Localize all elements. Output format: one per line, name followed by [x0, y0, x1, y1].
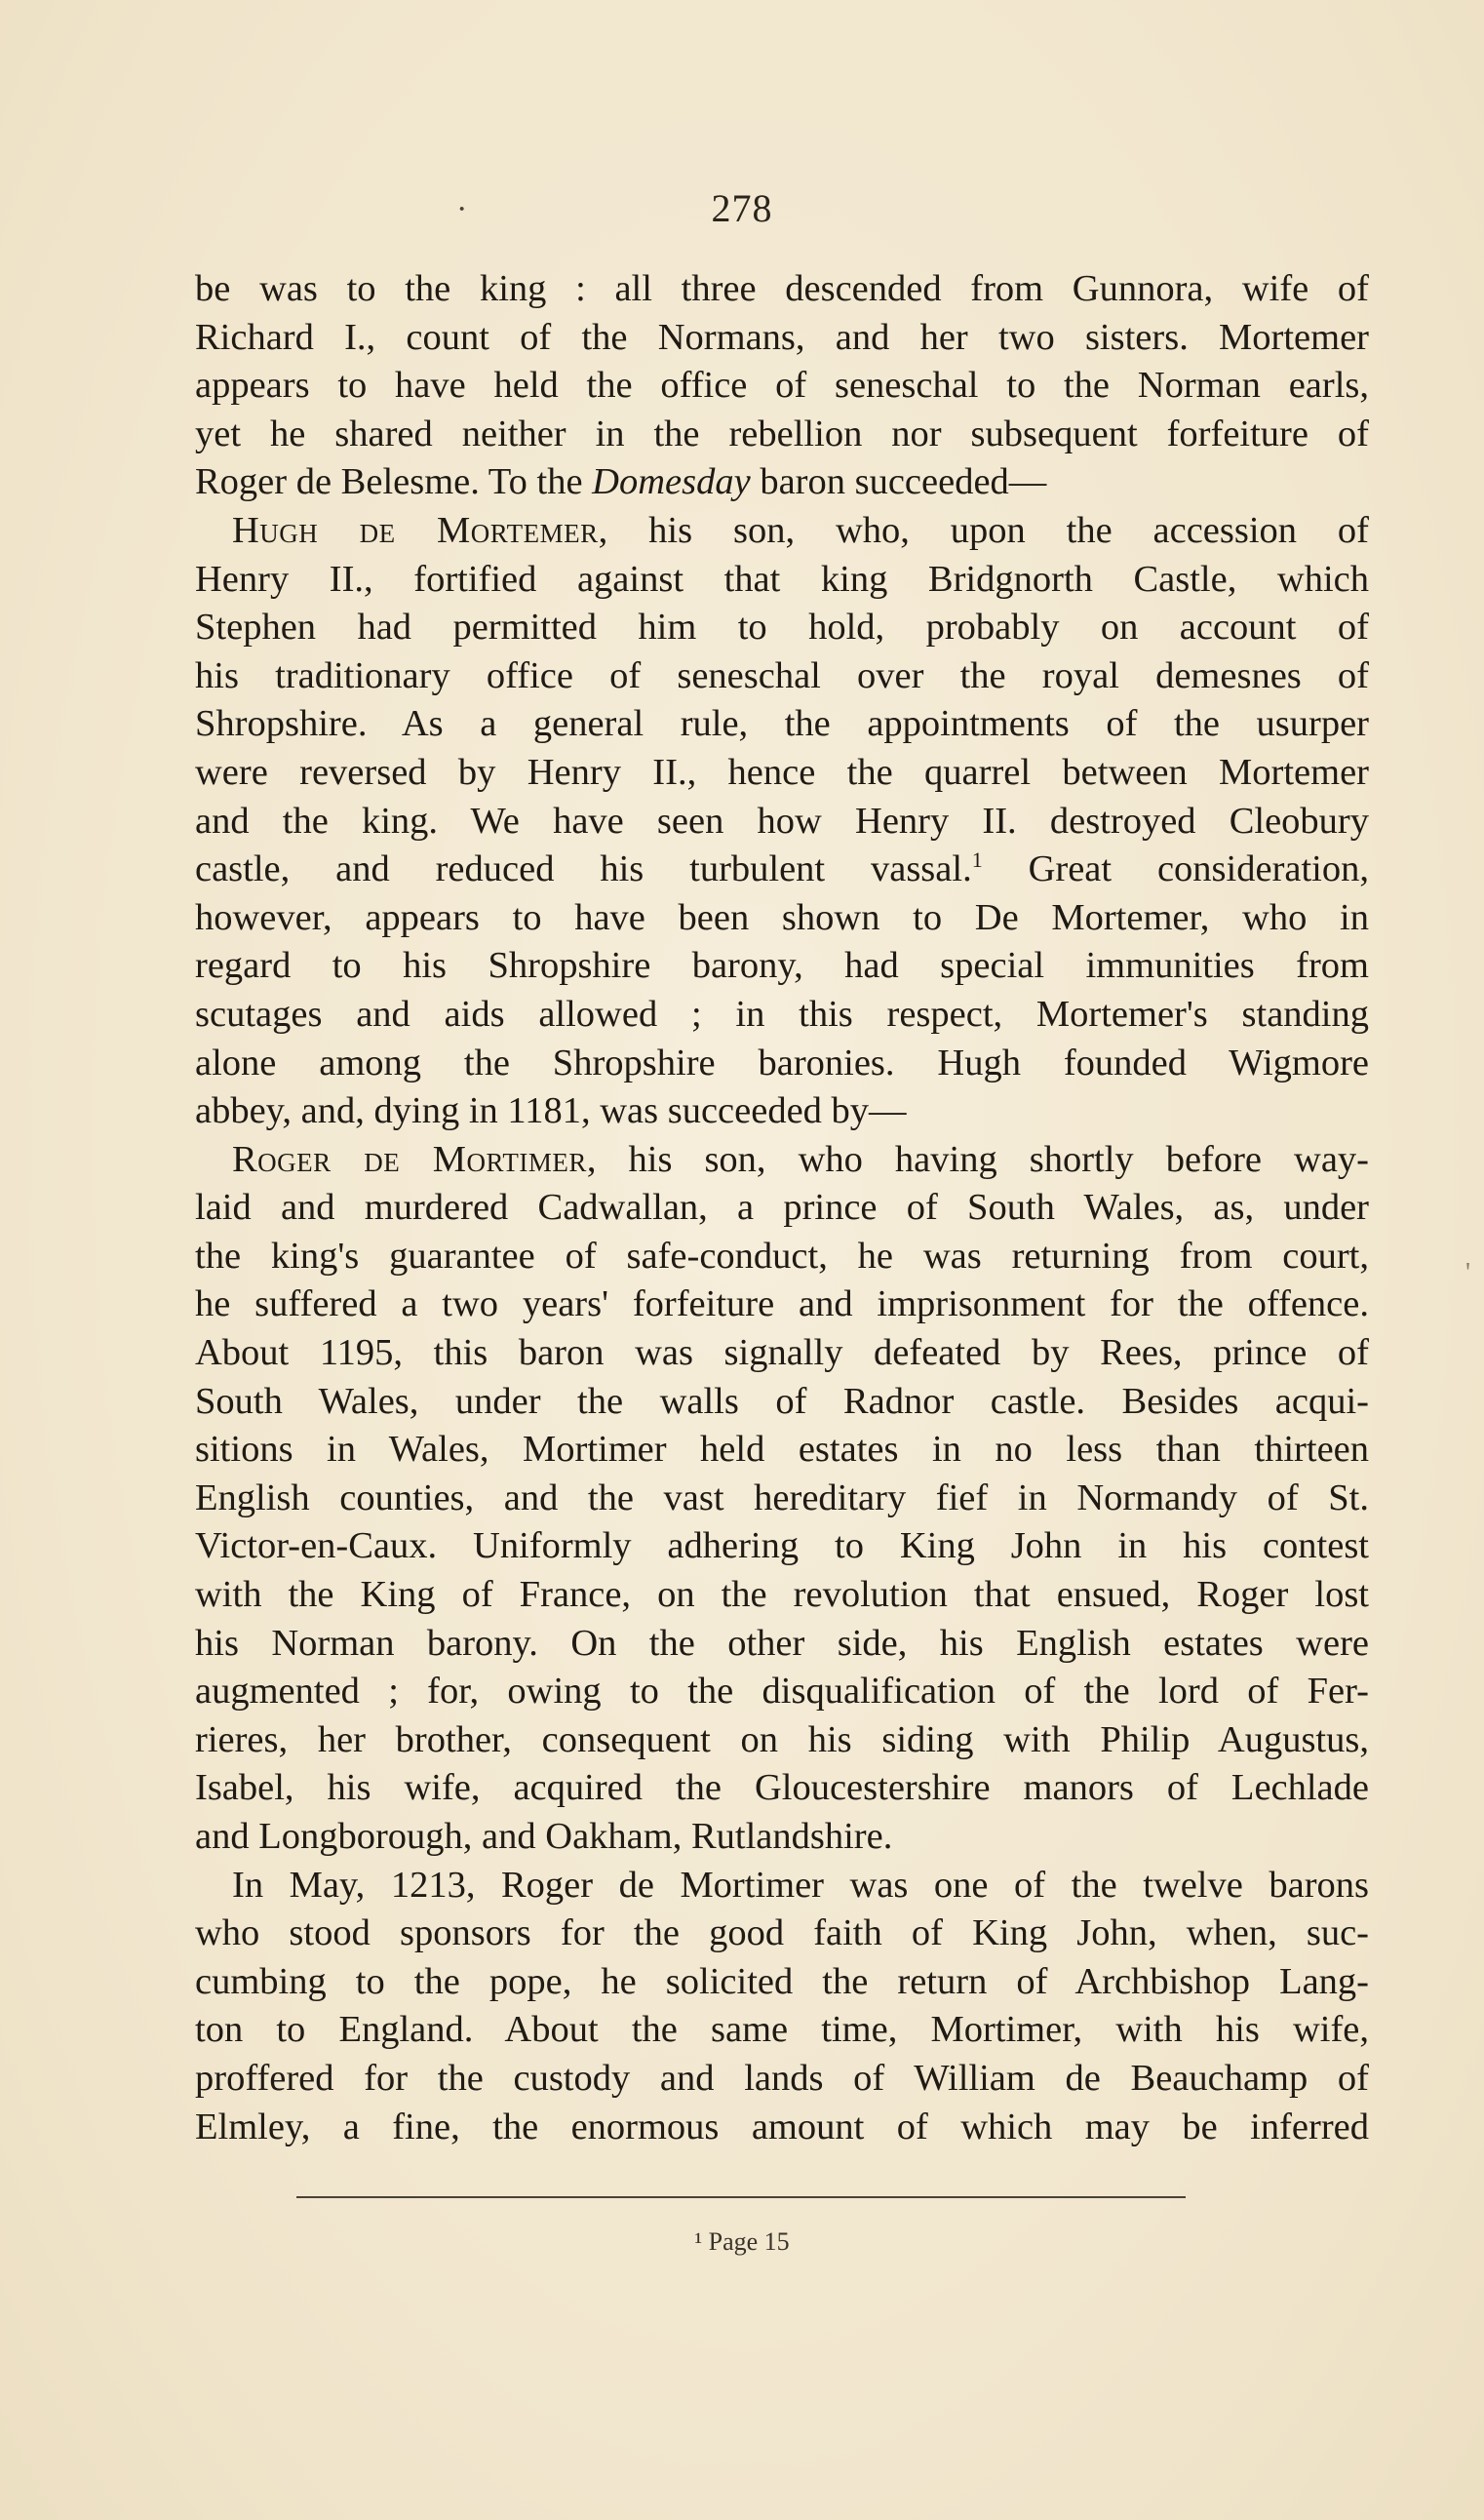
text-line: sitions in Wales, Mortimer held estates in no less than thirteen: [195, 1429, 1369, 1471]
decorative-dot: ·: [456, 191, 468, 227]
text-line: however, appears to have been shown to De Mortemer, who in: [195, 896, 1369, 938]
text-line: augmented ; for, owing to the disqualification of the lord of Fer-: [195, 1671, 1369, 1713]
text-line: ton to England. About the same time, Mortimer, with his wife,: [195, 2009, 1369, 2051]
text-line: abbey, and, dying in 1181, was succeeded by—: [195, 1090, 907, 1132]
text-line: and Longborough, and Oakham, Rutlandshire.: [195, 1816, 893, 1857]
margin-mark: ': [1464, 1258, 1470, 1288]
text-line: Stephen had permitted him to hold, probably on account of: [195, 607, 1369, 649]
text-line: were reversed by Henry II., hence the quarrel between Mortemer: [195, 751, 1369, 793]
text-line: regard to his Shropshire barony, had special immunities from: [195, 945, 1369, 987]
text-line: the king's guarantee of safe-conduct, he was returning from court,: [195, 1235, 1369, 1277]
text-line: yet he shared neither in the rebellion nor subsequent forfeiture of: [195, 413, 1369, 454]
body-text: [195, 265, 1369, 2151]
italic-term: Domesday: [592, 461, 751, 503]
text-line: who stood sponsors for the good faith of King John, when, suc-: [195, 1912, 1369, 1954]
footnote-divider: [296, 2196, 1186, 2198]
text-line: In May, 1213, Roger de Mortimer was one of the twelve barons: [232, 1864, 1369, 1906]
text-line: Victor-en-Caux. Uniformly adhering to King John in his contest: [195, 1525, 1369, 1567]
text-line: scutages and aids allowed ; in this respect, Mortemer's standing: [195, 993, 1369, 1035]
footnote-marker: 1: [971, 847, 983, 873]
name-small-caps: Hugh de Mortemer: [232, 509, 599, 551]
text-line: alone among the Shropshire baronies. Hugh founded Wigmore: [195, 1042, 1369, 1083]
text-line: cumbing to the pope, he solicited the return of Archbishop Lang-: [195, 1960, 1369, 2002]
text-line: Elmley, a fine, the enormous amount of which may be inferred: [195, 2106, 1369, 2147]
text-line: Roger de Mortimer, his son, who having shortly before way-: [232, 1138, 1370, 1180]
text-line: Henry II., fortified against that king Bridgnorth Castle, which: [195, 558, 1369, 600]
text-line: with the King of France, on the revolution that ensued, Roger lost: [195, 1574, 1369, 1616]
text-line: Hugh de Mortemer, his son, who, upon the accession of: [232, 509, 1369, 551]
text-line: About 1195, this baron was signally defeated by Rees, prince of: [195, 1332, 1369, 1374]
footnote: ¹ Page 15: [694, 2227, 790, 2256]
text-line: Richard I., count of the Normans, and her two sisters. Mortemer: [195, 316, 1369, 358]
text-line: Isabel, his wife, acquired the Gloucestershire manors of Lechlade: [195, 1767, 1369, 1809]
text-line: English counties, and the vast hereditary fief in Normandy of St.: [195, 1477, 1369, 1518]
text-line: castle, and reduced his turbulent vassal.$^1$ Great consideration,: [195, 847, 1369, 890]
text-line: his traditionary office of seneschal over the royal demesnes of: [195, 654, 1369, 696]
text-line: and the king. We have seen how Henry II. destroyed Cleobury: [195, 800, 1369, 842]
text-line: Roger de Belesme. To the Domesday baron succeeded—: [195, 461, 1047, 503]
text-line: he suffered a two years' forfeiture and imprisonment for the offence.: [195, 1283, 1369, 1325]
text-line: Shropshire. As a general rule, the appointments of the usurper: [195, 703, 1369, 745]
text-line: South Wales, under the walls of Radnor castle. Besides acqui-: [195, 1380, 1369, 1422]
page-number: 278: [711, 186, 773, 230]
text-line: rieres, her brother, consequent on his siding with Philip Augustus,: [195, 1718, 1369, 1760]
text-line: be was to the king : all three descended from Gunnora, wife of: [195, 268, 1369, 309]
text-line: appears to have held the office of seneschal to the Norman earls,: [195, 365, 1369, 407]
text-line: proffered for the custody and lands of William de Beauchamp of: [195, 2057, 1369, 2099]
name-small-caps: Roger de Mortimer: [232, 1138, 587, 1180]
text-line: his Norman barony. On the other side, his English estates were: [195, 1622, 1369, 1664]
text-line: laid and murdered Cadwallan, a prince of South Wales, as, under: [195, 1187, 1369, 1229]
